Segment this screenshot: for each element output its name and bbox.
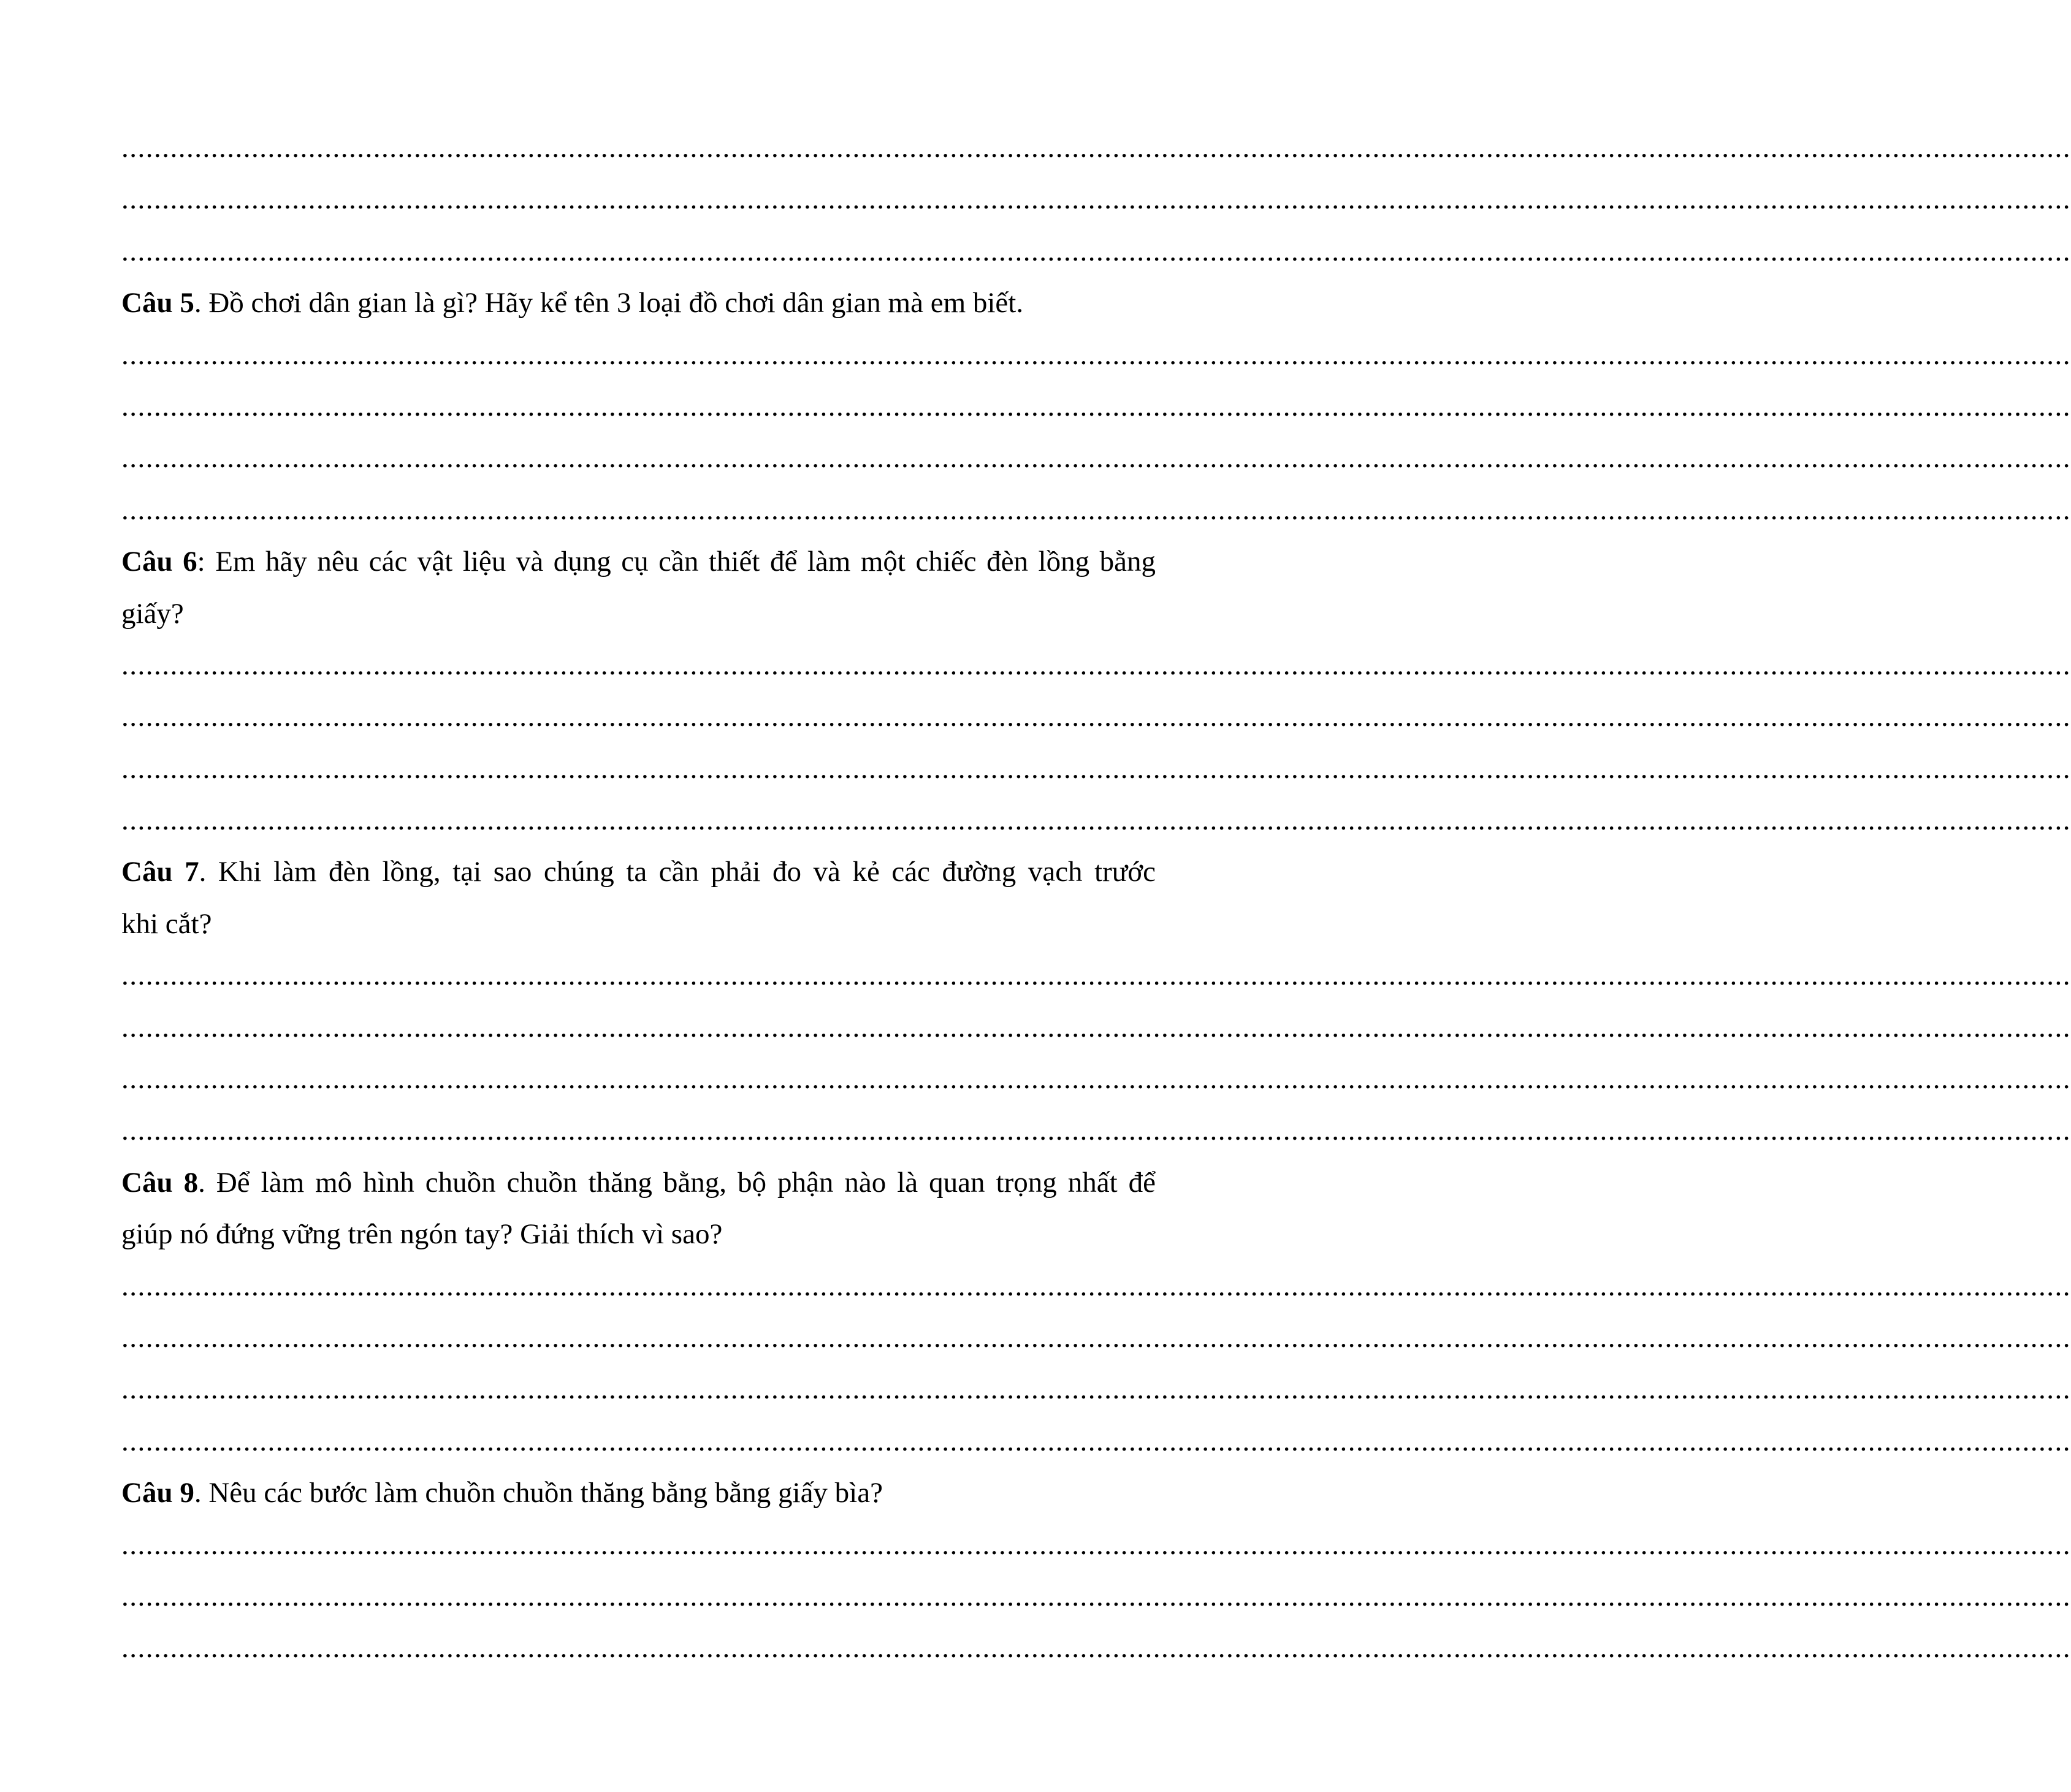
answer-line[interactable]: ................................................................................................................................................................................................................................................ — [121, 1115, 2071, 1147]
question-text: . Đồ chơi dân gian là gì? Hãy kể tên 3 loại đồ chơi dân gian mà em biết. — [194, 287, 1024, 319]
answer-line[interactable]: ................................................................................................................................................................................................................................................ — [121, 1011, 2071, 1043]
answer-line[interactable]: ................................................................................................................................................................................................................................................ — [121, 1321, 2071, 1354]
question-text: . Khi làm đèn lồng, tại sao chúng ta cần phải đo và kẻ các đường vạch trước — [199, 856, 1156, 888]
question-label: Câu 8 — [121, 1166, 199, 1199]
question-6-continued: giấy? — [121, 597, 184, 630]
question-label: Câu 5 — [121, 287, 194, 319]
answer-line[interactable]: ................................................................................................................................................................................................................................................ — [121, 1373, 2071, 1406]
answer-line[interactable]: ................................................................................................................................................................................................................................................ — [121, 752, 2071, 785]
question-text: . Nêu các bước làm chuồn chuồn thăng bằng bằng giấy bìa? — [194, 1477, 883, 1509]
answer-line[interactable]: ................................................................................................................................................................................................................................................ — [121, 649, 2071, 681]
answer-line[interactable]: ................................................................................................................................................................................................................................................ — [121, 1632, 2071, 1664]
answer-line[interactable]: ................................................................................................................................................................................................................................................ — [121, 132, 2071, 164]
answer-line[interactable]: ................................................................................................................................................................................................................................................ — [121, 1063, 2071, 1096]
worksheet — [121, 122, 2071, 1674]
answer-line[interactable]: ................................................................................................................................................................................................................................................ — [121, 701, 2071, 733]
question-8-continued: giúp nó đứng vững trên ngón tay? Giải thích vì sao? — [121, 1218, 723, 1251]
question-5 — [121, 277, 1156, 329]
answer-line[interactable]: ................................................................................................................................................................................................................................................ — [121, 1580, 2071, 1612]
answer-line[interactable]: ................................................................................................................................................................................................................................................ — [121, 804, 2071, 837]
answer-line[interactable]: ................................................................................................................................................................................................................................................ — [121, 1425, 2071, 1457]
question-label: Câu 6 — [121, 546, 197, 578]
answer-line[interactable]: ................................................................................................................................................................................................................................................ — [121, 442, 2071, 475]
question-text: . Để làm mô hình chuồn chuồn thăng bằng, bộ phận nào là quan trọng nhất để — [198, 1166, 1156, 1199]
answer-line[interactable]: ................................................................................................................................................................................................................................................ — [121, 494, 2071, 526]
answer-line[interactable]: ................................................................................................................................................................................................................................................ — [121, 235, 2071, 267]
question-7-continued: khi cắt? — [121, 907, 212, 940]
question-7 — [121, 846, 1156, 898]
question-9 — [121, 1467, 1156, 1519]
question-8 — [121, 1157, 1156, 1208]
answer-line[interactable]: ................................................................................................................................................................................................................................................ — [121, 338, 2071, 371]
question-label: Câu 9 — [121, 1477, 194, 1509]
question-6 — [121, 536, 1156, 587]
answer-line[interactable]: ................................................................................................................................................................................................................................................ — [121, 183, 2071, 216]
answer-line[interactable]: ................................................................................................................................................................................................................................................ — [121, 390, 2071, 422]
answer-line[interactable]: ................................................................................................................................................................................................................................................ — [121, 1528, 2071, 1561]
answer-line[interactable]: ................................................................................................................................................................................................................................................ — [121, 959, 2071, 992]
answer-line[interactable]: ................................................................................................................................................................................................................................................ — [121, 1270, 2071, 1302]
question-label: Câu 7 — [121, 856, 199, 888]
question-text: : Em hãy nêu các vật liệu và dụng cụ cần thiết để làm một chiếc đèn lồng bằng — [197, 546, 1156, 578]
